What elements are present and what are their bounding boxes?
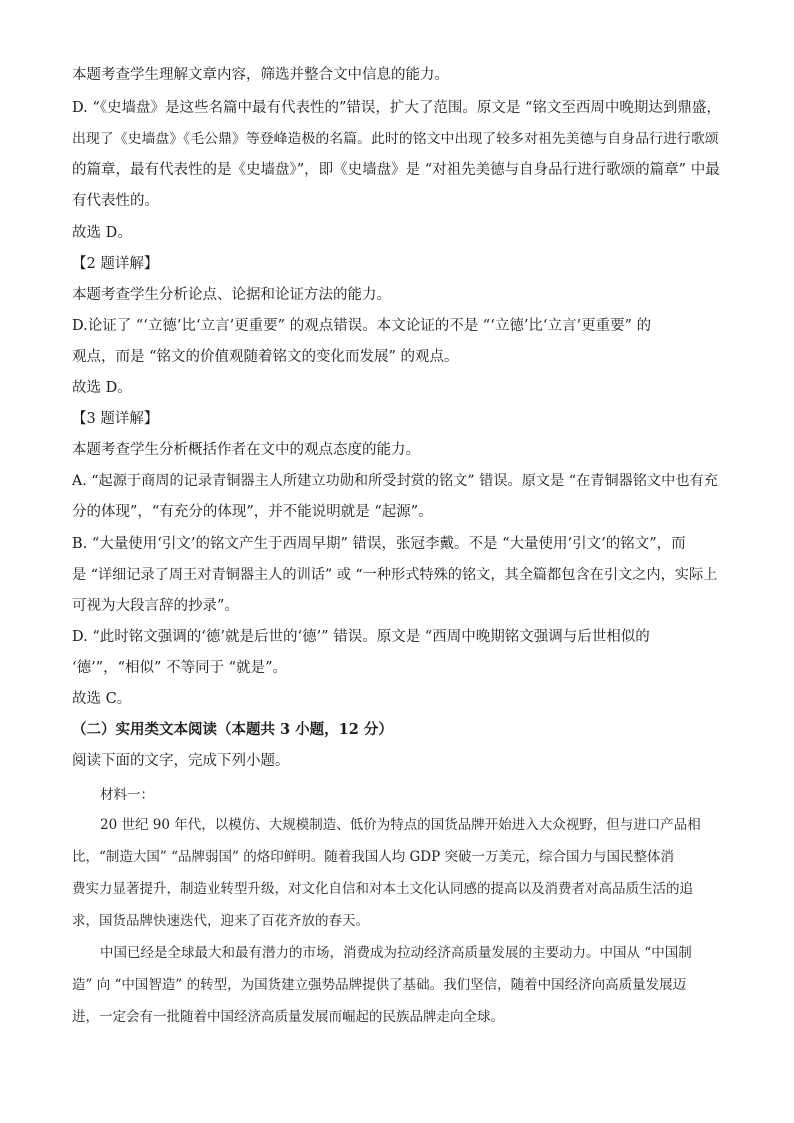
text-line: 故选 C。 bbox=[72, 691, 132, 707]
text-line: 有代表性的。 bbox=[72, 193, 159, 209]
section-heading: 【3 题详解】 bbox=[72, 411, 159, 427]
section-heading: 【2 题详解】 bbox=[72, 256, 159, 272]
text-line: 出现了《史墙盘》《毛公鼎》等登峰造极的名篇。此时的铭文中出现了较多对祖先美德与自身品行进行歌颂 bbox=[72, 131, 719, 147]
text-line: 求，国货品牌快速迭代，迎来了百花齐放的春天。 bbox=[72, 913, 369, 929]
text-line: 中国已经是全球最大和最有潜力的市场，消费成为拉动经济高质量发展的主要动力。中国从 “中国制 bbox=[100, 945, 692, 961]
text-line: 阅读下面的文字，完成下列小题。 bbox=[72, 753, 290, 769]
text-line: 的篇章，最有代表性的是《史墙盘》”，即《史墙盘》是 “对祖先美德与自身品行进行歌颂的篇章” 中最 bbox=[72, 162, 720, 178]
text-line: 费实力显著提升，制造业转型升级，对文化自信和对本土文化认同感的提高以及消费者对高品质生活的追 bbox=[72, 881, 693, 897]
text-line: ‘德’”，“相似” 不等同于 “就是”。 bbox=[72, 660, 287, 676]
text-line: 本题考查学生理解文章内容，筛选并整合文中信息的能力。 bbox=[72, 67, 449, 83]
text-line: 是 “详细记录了周王对青铜器主人的训话” 或 “一种形式特殊的铭文，其全篇都包含在引文之内，实际上 bbox=[72, 567, 718, 583]
text-line: 分的体现”，“有充分的体现”，并不能说明就是 “起源”。 bbox=[72, 504, 433, 520]
material-label: 材料一： bbox=[100, 787, 154, 803]
section-title: （二）实用类文本阅读（本题共 3 小题，12 分） bbox=[72, 721, 393, 738]
text-line: 本题考查学生分析论点、论据和论证方法的能力。 bbox=[72, 287, 391, 303]
text-line: B. “大量使用‘引文’的铭文产生于西周早期” 错误，张冠李戴。不是 “大量使用‘引文’的铭文”，而 bbox=[72, 536, 686, 552]
text-line: A. “起源于商周的记录青铜器主人所建立功勋和所受封赏的铭文” 错误。原文是 “在青铜器铭文中也有充 bbox=[72, 473, 718, 489]
text-line: 观点，而是 “铭文的价值观随着铭文的变化而发展” 的观点。 bbox=[72, 349, 459, 365]
text-line: D. “此时铭文强调的‘德’就是后世的‘德’” 错误。原文是 “西周中晚期铭文强调与后世相似的 bbox=[72, 629, 650, 645]
text-line: 比，“制造大国” “品牌弱国” 的烙印鲜明。随着我国人均 GDP 突破一万美元，综合国力与国民整体消 bbox=[72, 849, 674, 865]
text-line: D.论证了 “‘立德’比‘立言’更重要” 的观点错误。本文论证的不是 “‘立德’比‘立言’更重要” 的 bbox=[72, 318, 652, 334]
text-line: 本题考查学生分析概括作者在文中的观点态度的能力。 bbox=[72, 442, 420, 458]
text-line: 造” 向 “中国智造” 的转型，为国货建立强势品牌提供了基础。我们坚信，随着中国经济向高质量发展迈 bbox=[72, 977, 687, 993]
text-line: 故选 D。 bbox=[72, 225, 132, 241]
text-line: 故选 D。 bbox=[72, 380, 132, 396]
text-line: 进，一定会有一批随着中国经济高质量发展而崛起的民族品牌走向全球。 bbox=[72, 1009, 504, 1025]
text-line: 20 世纪 90 年代，以模仿、大规模制造、低价为特点的国货品牌开始进入大众视野，但与进口产品相 bbox=[100, 817, 701, 833]
text-line: D. “《史墙盘》是这些名篇中最有代表性的”错误，扩大了范围。原文是 “铭文至西周中晚期达到鼎盛， bbox=[72, 100, 721, 116]
text-line: 可视为大段言辞的抄录”。 bbox=[72, 598, 239, 614]
